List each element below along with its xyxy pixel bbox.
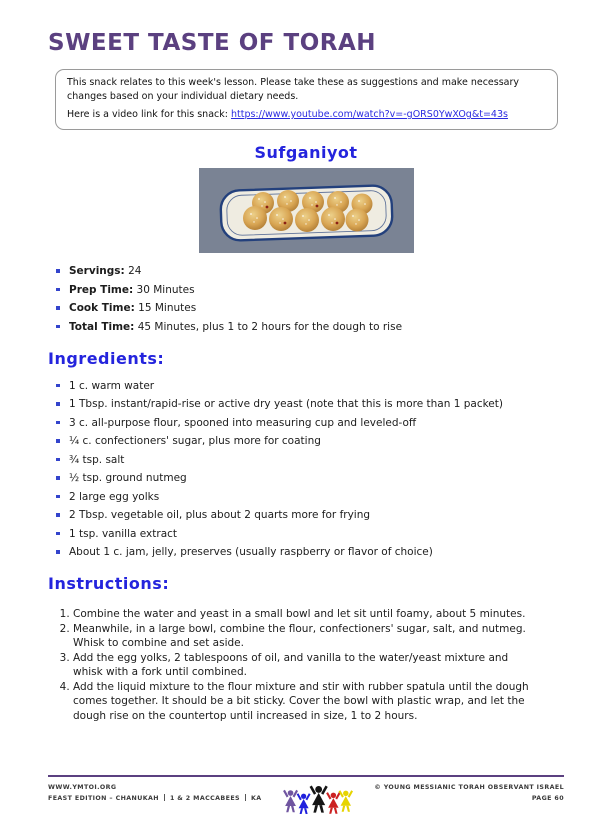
dancing-children-logo [281,782,355,816]
square-bullet-icon [56,532,60,536]
ingredient-item: 1 c. warm water [56,379,561,393]
square-bullet-icon [56,421,60,425]
instructions-heading: Instructions: [48,574,170,593]
ingredient-item: ¼ c. confectioners' sugar, plus more for coating [56,434,561,448]
square-bullet-icon [56,513,60,517]
square-bullet-icon [56,269,60,273]
footer-left [48,782,262,804]
meta-value: 15 Minutes [138,302,197,314]
ingredient-item: 1 Tbsp. instant/rapid-rise or active dry yeast (note that this is more than 1 packet) [56,397,561,411]
square-bullet-icon [56,495,60,499]
square-bullet-icon [56,439,60,443]
ingredient-item: ¾ tsp. salt [56,453,561,467]
footer-page-number: PAGE 60 [531,795,564,802]
ingredient-item: 2 Tbsp. vegetable oil, plus about 2 quarts more for frying [56,508,561,522]
meta-label: Prep Time: [69,283,134,296]
logo-figure-red [326,792,340,814]
ingredient-item: 3 c. all-purpose flour, spooned into measuring cup and leveled-off [56,416,561,430]
square-bullet-icon [56,476,60,480]
instruction-step: 3. Add the egg yolks, 2 tablespoons of oil, and vanilla to the water/yeast mixture and whisk with a fork until combined. [73,651,534,680]
meta-item-cook-time [56,301,561,315]
divider [164,794,165,801]
logo-figure-blue [297,793,311,814]
lesson-note-box [55,69,558,130]
footer-book: 1 & 2 MACCABEES [169,795,240,802]
square-bullet-icon [56,384,60,388]
logo-figure-black [310,785,328,812]
ingredient-item: 2 large egg yolks [56,490,561,504]
square-bullet-icon [56,288,60,292]
meta-value: 24 [128,265,142,277]
ingredients-list [56,379,561,560]
ingredient-item: About 1 c. jam, jelly, preserves (usually raspberry or flavor of choice) [56,545,561,559]
meta-item-prep-time [56,283,561,297]
footer-edition: FEAST EDITION – CHANUKAH [48,795,159,802]
meta-item-total-time [56,320,561,334]
video-prefix: Here is a video link for this snack: [67,109,231,120]
meta-label: Servings: [69,265,125,277]
instruction-step: 4. Add the liquid mixture to the flour mixture and stir with rubber spatula until the dough comes together. It should be a bit sticky. Cover the bowl with plastic wrap, and let the dough rise on the countertop until increased in size, 1 to 2 hours. [73,680,534,724]
video-line [67,108,546,122]
square-bullet-icon [56,458,60,462]
square-bullet-icon [56,306,60,310]
recipe-meta-list [56,264,561,334]
page-title: SWEET TASTE OF TORAH [48,30,377,56]
instruction-step: 2. Meanwhile, in a large bowl, combine the flour, confectioners' sugar, salt, and nutmeg. Whisk to combine and set aside. [73,622,534,651]
footer-initials: KA [250,795,262,802]
footer-website: WWW.YMTOI.ORG [48,784,117,791]
logo-figure-yellow [339,790,353,812]
square-bullet-icon [56,550,60,554]
recipe-name: Sufganiyot [254,143,358,162]
ingredient-item: 1 tsp. vanilla extract [56,527,561,541]
instructions-list [56,607,534,723]
meta-value: 30 Minutes [136,283,195,296]
video-link[interactable]: https://www.youtube.com/watch?v=-gORS0YwXOg&t=43s [230,109,508,120]
footer-copyright: © YOUNG MESSIANIC TORAH OBSERVANT ISRAEL [374,784,564,791]
note-text: This snack relates to this week's lesson. Please take these as suggestions and make necessary changes based on your individual dietary needs. [67,77,520,102]
ingredient-item: ½ tsp. ground nutmeg [56,471,561,485]
footer-right [374,782,564,804]
logo-figure-purple [283,790,298,812]
meta-item-servings [56,264,561,278]
meta-label: Cook Time: [69,302,135,314]
meta-value: 45 Minutes, plus 1 to 2 hours for the dough to rise [137,320,403,333]
ingredients-heading: Ingredients: [48,348,165,368]
divider [245,794,246,801]
meta-label: Total Time: [69,320,135,333]
instruction-step: 1. Combine the water and yeast in a small bowl and let sit until foamy, about 5 minutes. [73,607,534,622]
square-bullet-icon [56,325,60,329]
square-bullet-icon [56,402,60,406]
page-footer [48,775,564,816]
footer-edition-line [48,793,262,804]
recipe-photo [199,168,414,253]
